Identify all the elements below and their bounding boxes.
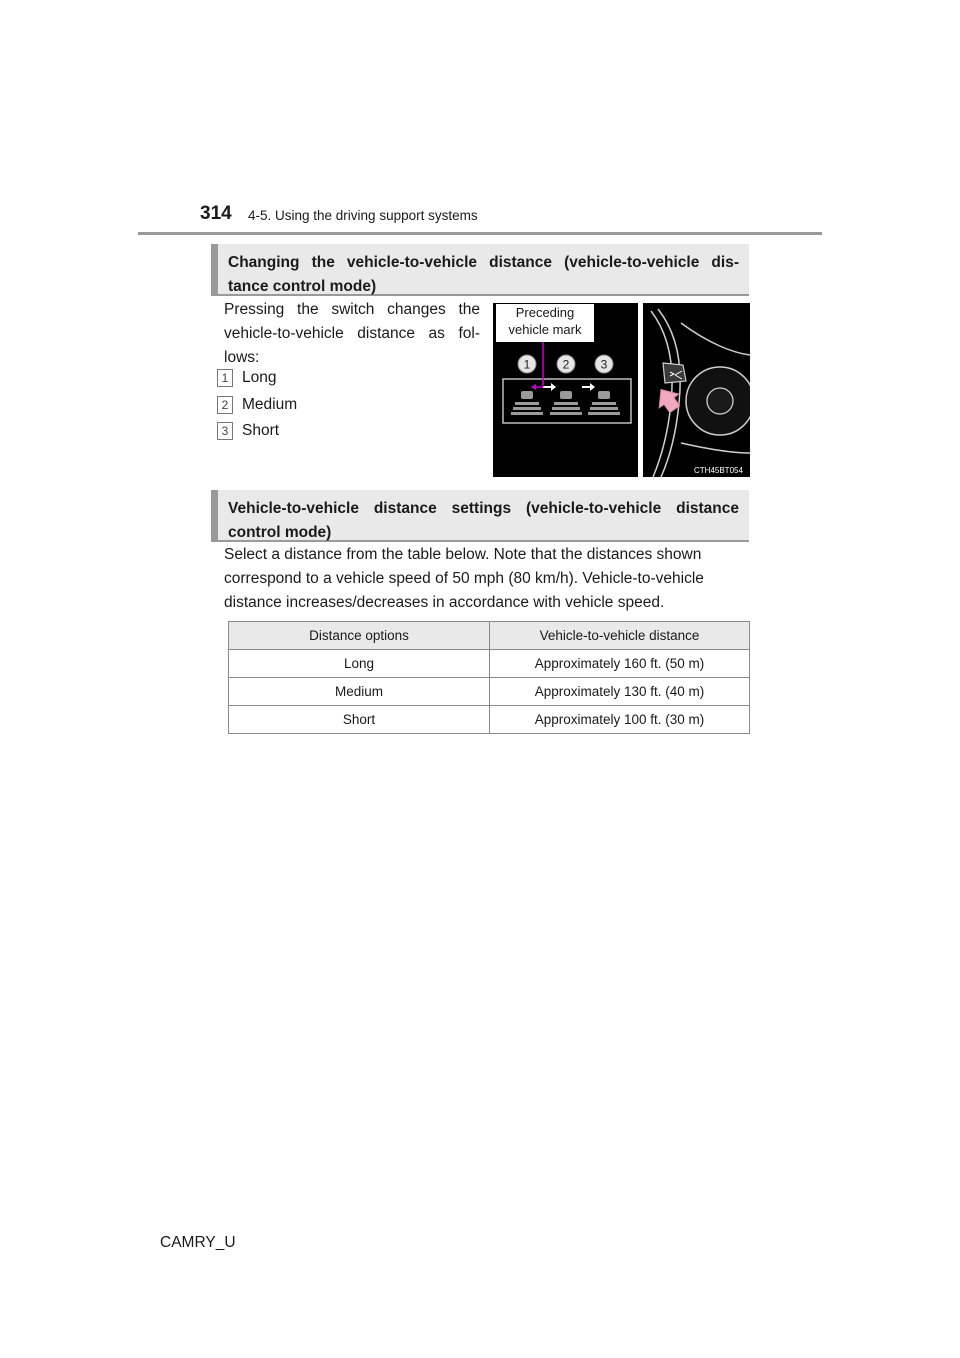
step-number-2: 2	[217, 396, 233, 414]
figure-code: CTH45BT054	[694, 466, 743, 475]
marker-1-label: 1	[523, 357, 531, 372]
list-item-short	[217, 422, 279, 440]
list-item-label: Medium	[242, 396, 298, 413]
list-item-label: Long	[242, 369, 277, 386]
page-number: 314	[200, 203, 232, 224]
table-cell-distance: Approximately 130 ft. (40 m)	[490, 678, 750, 706]
table-row	[229, 706, 750, 734]
callout-line-1: Preceding	[515, 305, 575, 320]
marker-3-label: 3	[600, 357, 608, 372]
preceding-vehicle-mark-callout	[496, 304, 594, 342]
marker-2	[557, 355, 575, 373]
section-heading-distance-change: Changing the vehicle-to-vehicle distance (vehicle-to-vehicle dis- tance control mode)	[211, 244, 749, 296]
table-cell-distance: Approximately 160 ft. (50 m)	[490, 650, 750, 678]
table-header-row	[229, 622, 750, 650]
marker-3	[595, 355, 613, 373]
header-rule	[138, 232, 822, 235]
marker-2-label: 2	[562, 357, 570, 372]
column-header-distance-options: Distance options	[229, 622, 490, 650]
chapter-title: 4-5. Using the driving support systems	[248, 208, 478, 223]
table-cell-option: Medium	[229, 678, 490, 706]
step-number-3: 3	[217, 422, 233, 440]
list-item-medium	[217, 396, 297, 414]
table-cell-option: Long	[229, 650, 490, 678]
model-code-footer: CAMRY_U	[160, 1234, 236, 1251]
table-row	[229, 678, 750, 706]
intro-paragraph: Pressing the switch changes the vehicle-to-vehicle distance as fol- lows:	[224, 301, 480, 366]
distance-table	[228, 621, 750, 734]
table-cell-option: Short	[229, 706, 490, 734]
marker-1	[518, 355, 536, 373]
step-number-1: 1	[217, 369, 233, 387]
list-item-long	[217, 369, 276, 387]
settings-paragraph	[224, 543, 746, 615]
paragraph-line-2: correspond to a vehicle speed of 50 mph (80 km/h). Vehicle-to-vehicle	[224, 570, 704, 587]
panel-separator	[638, 303, 643, 477]
section-heading-distance-settings: Vehicle-to-vehicle distance settings (vehicle-to-vehicle distance control mode)	[211, 490, 749, 542]
callout-line-2: vehicle mark	[508, 322, 582, 337]
list-item-label: Short	[242, 422, 280, 439]
table-cell-distance: Approximately 100 ft. (30 m)	[490, 706, 750, 734]
paragraph-line-1: Select a distance from the table below. Note that the distances shown	[224, 546, 702, 563]
column-header-vehicle-distance: Vehicle-to-vehicle distance	[490, 622, 750, 650]
paragraph-line-3: distance increases/decreases in accordance with vehicle speed.	[224, 594, 665, 611]
table-row	[229, 650, 750, 678]
